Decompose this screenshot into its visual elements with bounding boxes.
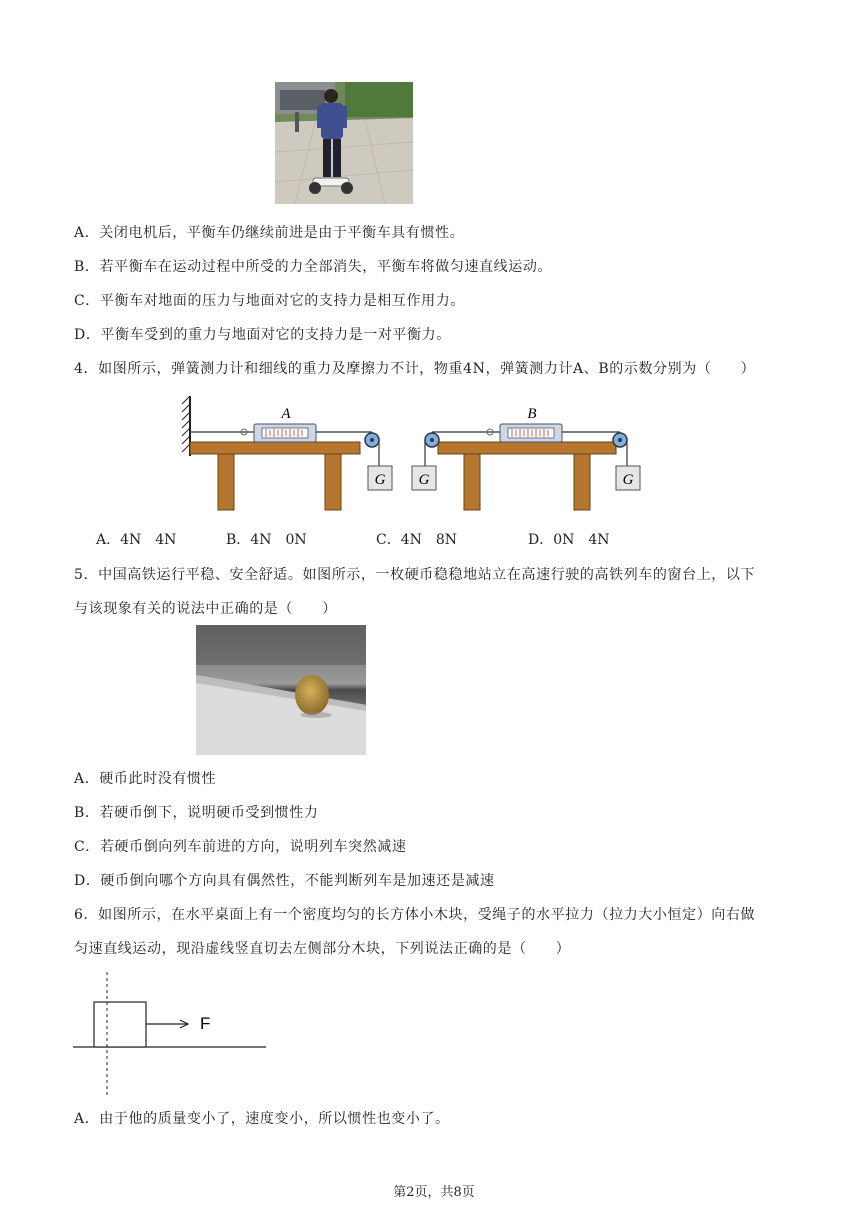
weight-label-3: G [622, 472, 634, 488]
q5-option-b: B．若硬币倒下，说明硬币受到惯性力 [74, 805, 319, 821]
q6-option-a: A．由于他的质量变小了，速度变小，所以惯性也变小了。 [74, 1111, 450, 1127]
force-label: F [200, 1014, 211, 1033]
weight-label-2: G [418, 472, 430, 488]
q4-option-a: A．4N 4N [96, 532, 177, 548]
page-footer: 第2页，共8页 [393, 1185, 475, 1200]
coin-on-windowsill-photo [196, 625, 366, 755]
q3-option-b: B．若平衡车在运动过程中所受的力全部消失，平衡车将做匀速直线运动。 [74, 259, 553, 275]
q5-stem-line1: 5．中国高铁运行平稳、安全舒适。如图所示，一枚硬币稳稳地站立在高速行驶的高铁列车的窗台上，以下 [74, 567, 756, 583]
q6-stem-line1: 6．如图所示，在水平桌面上有一个密度均匀的长方体小木块，受绳子的水平拉力（拉力大小恒定）向右做 [74, 907, 756, 923]
q5-option-a: A．硬币此时没有惯性 [74, 771, 217, 787]
q4-option-b: B．4N 0N [226, 532, 307, 548]
q3-option-c: C．平衡车对地面的压力与地面对它的支持力是相互作用力。 [74, 293, 465, 309]
q5-option-d: D．硬币倒向哪个方向具有偶然性，不能判断列车是加速还是减速 [74, 873, 495, 889]
q3-option-d: D．平衡车受到的重力与地面对它的支持力是一对平衡力。 [74, 327, 451, 343]
spring-scale-figure [178, 392, 648, 514]
q4-stem: 4．如图所示，弹簧测力计和细线的重力及摩擦力不计，物重4N，弹簧测力计A、B的示数分别为（ ） [74, 361, 756, 377]
q4-option-d: D．0N 4N [528, 532, 610, 548]
q6-stem-line2: 匀速直线运动，现沿虚线竖直切去左侧部分木块，下列说法正确的是（ ） [74, 941, 571, 957]
label-b: B [527, 406, 537, 422]
weight-label-1: G [374, 472, 386, 488]
q3-option-a: A．关闭电机后，平衡车仍继续前进是由于平衡车具有惯性。 [74, 225, 465, 241]
q5-option-c: C．若硬币倒向列车前进的方向，说明列车突然减速 [74, 839, 407, 855]
label-a: A [281, 406, 291, 422]
q4-option-c: C．4N 8N [376, 532, 458, 548]
q5-stem-line2: 与该现象有关的说法中正确的是（ ） [74, 601, 337, 617]
balance-scooter-photo [275, 82, 413, 204]
block-force-figure [70, 970, 270, 1098]
